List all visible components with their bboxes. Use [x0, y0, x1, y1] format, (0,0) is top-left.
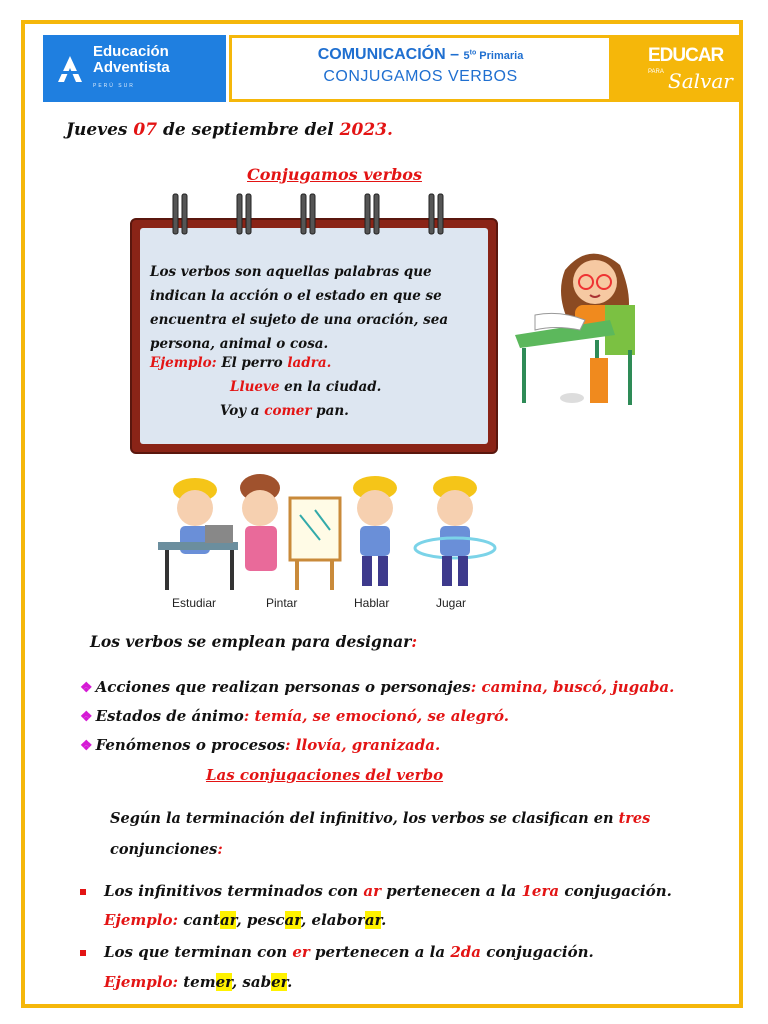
grade-num: 5 [463, 50, 470, 62]
ex2-text: en la ciudad. [284, 379, 382, 395]
conj1-ex-label: Ejemplo: [104, 911, 179, 929]
logo-salvar: Salvar [668, 69, 733, 93]
conj2-b: pertenecen a la [315, 943, 446, 961]
kid-label-4: Jugar [436, 596, 467, 610]
conj1-w3-end: ar [364, 911, 382, 929]
classify-line-1 [110, 810, 650, 827]
conjugation-2 [80, 943, 594, 961]
classify-conjunciones: conjunciones [110, 841, 218, 858]
conj1-w1-stem: cant [183, 911, 220, 929]
classify-tres: tres [618, 810, 651, 827]
diamond-bullet-icon: ❖ [80, 738, 93, 754]
conj1-tail: . [381, 911, 387, 929]
use-3-examples: : llovía, granizada. [285, 736, 441, 754]
use-item-1 [80, 678, 674, 696]
example-line-3 [220, 403, 349, 419]
verb-definition: Los verbos son aquellas palabras que indican la acción o el estado en que se encuentra el sujeto de una oración, sea persona, animal o cosa. [150, 264, 449, 352]
educar-para-salvar-logo [612, 35, 740, 102]
ex1-text: El perro [221, 355, 283, 371]
ex3-verb: comer [264, 403, 312, 419]
lesson-date [66, 120, 393, 140]
example-label: Ejemplo: [150, 355, 217, 371]
ex1-verb: ladra. [287, 355, 332, 371]
use-2-label: Estados de ánimo [95, 707, 244, 725]
section-title-conjugamos: Conjugamos verbos [247, 165, 422, 184]
conj2-w2-end: er [271, 973, 288, 991]
kid-talking [353, 476, 397, 586]
use-3-label: Fenómenos o procesos [95, 736, 286, 754]
ex3-text-b: pan. [316, 403, 349, 419]
subject-title: COMUNICACIÓN – [317, 46, 460, 63]
conj2-c: conjugación. [486, 943, 594, 961]
kid-painting [240, 474, 340, 590]
grade-sup: to [469, 49, 477, 57]
date-day: 07 [133, 120, 158, 140]
conjugation-2-example [104, 973, 292, 991]
designar-intro [90, 632, 417, 651]
conj1-sep1: , [236, 911, 247, 929]
conj1-w2-stem: pesc [246, 911, 285, 929]
conj1-w3-stem: elabor [311, 911, 365, 929]
notebook-rings-icon [165, 192, 465, 240]
classify-colon: : [217, 841, 223, 858]
grade-word: Primaria [479, 50, 524, 62]
diamond-bullet-icon: ❖ [80, 680, 93, 696]
kid-playing [415, 476, 495, 586]
date-middle: de septiembre del [163, 120, 334, 140]
conj2-ending: er [292, 943, 310, 961]
designar-text: Los verbos se emplean para designar [90, 632, 412, 651]
use-1-label: Acciones que realizan personas o personajes [95, 678, 471, 696]
kid-label-2: Pintar [266, 596, 298, 610]
designar-colon: : [411, 632, 418, 651]
brand-line2: Adventista [93, 58, 170, 76]
conj1-a: Los infinitivos terminados con [104, 882, 359, 900]
conj2-w2-stem: sab [242, 973, 272, 991]
date-year: 2023. [339, 120, 393, 140]
kid-label-3: Hablar [354, 596, 390, 610]
conj1-sep2: , [301, 911, 312, 929]
topic-title: CONJUGAMOS VERBOS [323, 68, 518, 85]
logo-para: PARA [648, 69, 664, 75]
example-line-2 [230, 379, 381, 395]
conj2-w1-stem: tem [183, 973, 216, 991]
brand-sub: PERÚ SUR [93, 82, 135, 89]
conj2-w1-end: er [215, 973, 232, 991]
adventista-logo-icon [55, 54, 85, 84]
date-prefix: Jueves [66, 120, 128, 140]
ex2-verb: Llueve [230, 379, 280, 395]
conj1-ord: 1era [521, 882, 560, 900]
conj2-ex-label: Ejemplo: [104, 973, 179, 991]
conjugation-1 [80, 882, 672, 900]
square-bullet-icon [80, 889, 86, 895]
conj2-tail: . [287, 973, 293, 991]
conj2-ord: 2da [450, 943, 481, 961]
conj2-sep1: , [231, 973, 243, 991]
kids-actions-illustration [150, 470, 500, 615]
conj1-ending: ar [363, 882, 381, 900]
diamond-bullet-icon: ❖ [80, 709, 93, 725]
use-2-examples: : temía, se emocionó, se alegró. [243, 707, 510, 725]
kid-label-1: Estudiar [172, 596, 217, 610]
use-1-examples: : camina, buscó, jugaba. [470, 678, 675, 696]
girl-studying-illustration [510, 240, 660, 412]
section-title-conjugaciones: Las conjugaciones del verbo [206, 766, 444, 784]
conj1-b: pertenecen a la [386, 882, 517, 900]
header-title-box [229, 35, 612, 102]
example-line-1 [150, 355, 331, 371]
brand-line1: Educación [93, 42, 169, 60]
conj1-c: conjugación. [564, 882, 672, 900]
conj1-w2-end: ar [284, 911, 302, 929]
conjugation-1-example [104, 911, 386, 929]
square-bullet-icon [80, 950, 86, 956]
use-item-3 [80, 736, 440, 754]
classify-line-2 [110, 841, 223, 858]
conj2-a: Los que terminan con [104, 943, 288, 961]
ex3-text-a: Voy a [220, 403, 260, 419]
logo-educar: EDUCAR [648, 45, 724, 66]
conj1-w1-end: ar [219, 911, 237, 929]
educacion-adventista-logo [43, 35, 226, 102]
kid-studying [158, 478, 238, 590]
classify-text: Según la terminación del infinitivo, los verbos se clasifican en [110, 810, 614, 827]
use-item-2 [80, 707, 509, 725]
